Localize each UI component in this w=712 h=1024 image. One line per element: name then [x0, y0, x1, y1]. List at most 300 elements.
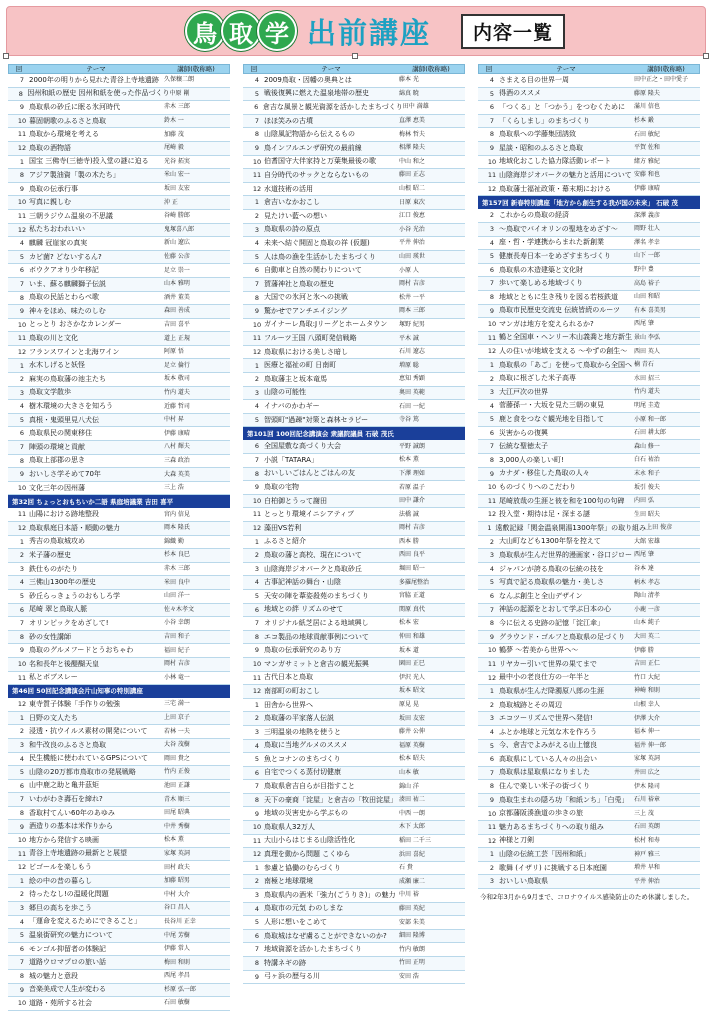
row-theme: 人は鳥の漁を生活かしたまちづくり	[264, 252, 376, 261]
table-row	[8, 902, 230, 916]
table-row	[478, 576, 700, 590]
row-theme: 鳥取県への学藤集団誘致	[499, 130, 576, 139]
row-number: 11	[252, 673, 262, 682]
row-lecturer: 岡村 吉彦	[399, 524, 425, 532]
table-row	[478, 644, 700, 658]
row-number: 7	[254, 945, 260, 954]
row-theme: 山陰の20万都市鳥取市の発展戦略	[29, 767, 136, 776]
row-lecturer: 佐藤 公彦	[164, 253, 190, 261]
row-lecturer: 増井 早和	[634, 864, 660, 872]
resize-handle-center[interactable]	[352, 53, 358, 59]
table-row	[8, 278, 230, 292]
row-number: 12	[17, 863, 27, 872]
row-lecturer: 長谷川 正幸	[164, 917, 196, 925]
table-row	[8, 536, 230, 550]
table-row	[8, 387, 230, 401]
table-row	[478, 318, 700, 332]
row-theme: 2000年の明りから見れた青谷上寺地遺跡	[29, 75, 159, 84]
table-row	[243, 454, 465, 468]
table-row	[478, 359, 700, 373]
row-number: 1	[19, 537, 25, 546]
row-number: 11	[252, 510, 262, 519]
row-number: 11	[487, 659, 497, 668]
table-row	[243, 400, 465, 414]
row-theme: 水道技術の活用	[264, 184, 313, 193]
row-number: 6	[254, 266, 260, 275]
row-number: 12	[252, 524, 262, 533]
row-theme: 遠敷記録「関金温泉開湯1300年祭」の取り組み	[495, 523, 647, 532]
table-row	[478, 169, 700, 183]
row-lecturer: 松本 昭夫	[399, 755, 425, 763]
row-number: 7	[489, 768, 495, 777]
row-lecturer: 稲田 二千三	[399, 836, 431, 844]
table-row	[478, 209, 700, 223]
row-number: 11	[17, 334, 27, 343]
row-number: 4	[19, 578, 25, 587]
table-row	[8, 142, 230, 156]
row-number: 9	[254, 972, 260, 981]
row-number: 5	[19, 415, 25, 424]
header-theme: テーマ	[556, 64, 576, 73]
header-lecturer: 講師(敬称略)	[412, 64, 450, 73]
row-theme: 神話の起源をとおして学ぶ日本の心	[499, 605, 611, 614]
row-theme: 道路・苑所する社会	[29, 998, 92, 1007]
row-lecturer: 中井 秀樹	[164, 822, 190, 830]
row-lecturer: 久保穰二朗	[164, 76, 195, 84]
table-row	[243, 332, 465, 346]
table-row	[478, 848, 700, 862]
row-theme: 人の住いが地域を支える ～やずの創生～	[499, 347, 628, 356]
row-lecturer: 足立 倫行	[164, 361, 190, 369]
row-theme: 真根・鬼頭里見八犬伝	[29, 415, 99, 424]
table-row	[8, 563, 230, 577]
row-number: 6	[19, 266, 25, 275]
table-row	[478, 332, 700, 346]
table-row	[243, 794, 465, 808]
row-lecturer: 藤田 正志	[399, 171, 425, 179]
row-number: 6	[489, 755, 495, 764]
row-theme: 伝統な聖徳太子	[499, 442, 548, 451]
row-theme: これからの鳥取の経済	[499, 211, 569, 220]
row-number: 8	[19, 293, 25, 302]
table-row	[243, 916, 465, 930]
row-theme: 鳥取の民話とわらべ歌	[29, 293, 99, 302]
row-lecturer: 陶山 清孝	[634, 592, 660, 600]
row-lecturer: 平賀 佐和	[634, 144, 660, 152]
row-theme: 山陰の可能性	[264, 388, 306, 397]
table-row	[478, 386, 700, 400]
row-theme: マンガサミットと倉吉の観光振興	[264, 659, 369, 668]
row-theme: 星談・昭和のふるさと鳥取	[499, 143, 583, 152]
row-lecturer: 加藤 茂	[164, 130, 184, 138]
row-lecturer: 坂引 俊夫	[634, 483, 660, 491]
table-row	[478, 563, 700, 577]
table-row	[8, 617, 230, 631]
table-row	[478, 726, 700, 740]
row-number: 2	[19, 727, 25, 736]
table-row	[478, 753, 700, 767]
row-number: 6	[489, 428, 495, 437]
row-theme: 尾崎放哉の生涯と彼を和を100句の句碑	[499, 496, 625, 505]
row-theme: 水木しげると妖怪	[29, 361, 85, 370]
table-row	[478, 440, 700, 454]
row-number: 9	[254, 307, 260, 316]
row-theme: 賀藩神社と鳥取の歴史	[264, 279, 334, 288]
row-lecturer: 伊木 隆司	[634, 782, 660, 790]
table-row	[243, 237, 465, 251]
row-number: 8	[489, 782, 495, 791]
row-number: 7	[19, 279, 25, 288]
row-lecturer: 若林 一夫	[164, 727, 190, 735]
table-row	[8, 820, 230, 834]
row-theme: 高取県にしている人々の出会い	[499, 754, 597, 763]
row-theme: 倉吉いなかおこし	[264, 198, 320, 207]
row-theme: 国宝 三佛寺(三徳寺)投入堂の謎に迫る	[29, 157, 149, 166]
row-lecturer: 福本 伸一	[634, 728, 660, 736]
row-theme: とっとり おさかなカレンダー	[29, 320, 122, 329]
row-number: 9	[19, 103, 25, 112]
row-theme: 温泉街研究の魅力について	[29, 931, 113, 940]
table-row	[243, 359, 465, 373]
row-number: 4	[254, 741, 260, 750]
row-number: 6	[254, 768, 260, 777]
table-row	[243, 115, 465, 129]
row-lecturer: 道上 正規	[164, 334, 190, 342]
row-lecturer: 三上 茂	[634, 809, 654, 817]
row-lecturer: 坂田 友宏	[164, 185, 190, 193]
table-row	[243, 468, 465, 482]
row-lecturer: 竹内 道夫	[164, 388, 190, 396]
row-theme: 「運命を変えるためにできること」	[29, 917, 141, 926]
row-lecturer: 伊藤 康晴	[634, 185, 660, 193]
row-theme: 鳥取藩士福祉政策・幕末期における	[499, 184, 611, 193]
row-theme: 藻田VS若利	[264, 523, 302, 532]
row-theme: 音楽美成で人生が変わる	[29, 985, 106, 994]
table-row	[478, 454, 700, 468]
row-theme: 和牛改良のふるさと鳥取	[29, 740, 106, 749]
row-theme: 自動車と自然の関わりについて	[264, 266, 362, 275]
row-number: 3	[254, 225, 260, 234]
row-theme: アジア製油資「製の木たち」	[29, 170, 120, 179]
row-theme: 私たちおわれいい	[29, 225, 85, 234]
row-number: 11	[487, 496, 497, 505]
row-number: 9	[489, 632, 495, 641]
row-theme: 鳥取文学散歩	[29, 388, 71, 397]
header-lecturer: 講師(敬称略)	[647, 64, 685, 73]
row-lecturer: 山根 昭二	[399, 185, 425, 193]
table-row	[243, 481, 465, 495]
row-theme: 住んで楽しい米子の街づくり	[499, 782, 590, 791]
row-theme: 鳥取のグルメフードとうおちゃわ	[29, 646, 134, 655]
row-theme: 鳥取生まれの隠ろ功「和紙ンち」「白兎」	[499, 795, 629, 804]
row-number: 7	[254, 456, 260, 465]
header-banner	[6, 6, 706, 56]
row-lecturer: 杉本 鍛	[634, 117, 654, 125]
row-lecturer: 澤名 孝幸	[634, 238, 660, 246]
row-lecturer: 森山 修一	[634, 442, 660, 450]
row-theme: 未来へ結ぐ開固と鳥取の祥 (仮題)	[264, 238, 370, 247]
row-number: 8	[18, 89, 23, 98]
row-theme: フランスワインと北海ワイン	[29, 347, 120, 356]
row-lecturer: 吉田 正仁	[634, 660, 660, 668]
row-lecturer: 田村 政夫	[164, 863, 190, 871]
row-number: 11	[252, 334, 262, 343]
row-theme: ふるさと紹介	[264, 537, 306, 546]
row-lecturer: 上田 俊彦	[646, 524, 673, 532]
column-2	[243, 64, 465, 984]
row-number: 2	[254, 714, 260, 723]
row-theme: 日野の文人たち	[29, 713, 78, 722]
row-lecturer: 藤本 光	[399, 76, 419, 84]
table-row	[478, 712, 700, 726]
row-theme: マンガは地方を変えられるか?	[499, 319, 594, 328]
table-row	[243, 440, 465, 454]
row-lecturer: 梅林 哲夫	[399, 130, 425, 138]
row-number: 7	[19, 795, 25, 804]
row-lecturer: 滿川 信也	[634, 103, 660, 111]
table-row	[243, 875, 465, 889]
table-row	[478, 767, 700, 781]
row-lecturer: 伊藤 康晴	[164, 429, 190, 437]
row-lecturer: 西尾 孝昌	[164, 972, 190, 980]
row-number: 3	[254, 727, 260, 736]
row-number: 4	[254, 402, 260, 411]
row-number: 10	[487, 157, 497, 166]
table-row	[478, 183, 700, 197]
row-lecturer: 石田 敏紀	[634, 130, 660, 138]
row-number: 12	[252, 184, 262, 193]
table-row	[8, 780, 230, 794]
row-theme: 地方から発信する映画	[29, 835, 99, 844]
column-header	[478, 64, 700, 74]
row-lecturer: 下澤 理如	[399, 469, 425, 477]
row-number: 2	[19, 375, 25, 384]
row-theme: 私とボブスレー	[29, 673, 78, 682]
table-row	[478, 780, 700, 794]
row-theme: 鳥取の酒物語	[29, 143, 71, 152]
row-lecturer: 岡田 貴之	[164, 754, 190, 762]
row-lecturer: 谷本 達	[634, 565, 654, 573]
row-theme: 小説「TATARA」	[264, 455, 318, 464]
resize-handle-left[interactable]	[3, 53, 9, 59]
row-lecturer: 石田 英朗	[634, 823, 660, 831]
row-theme: 医療と福祉の町 日南町	[264, 361, 337, 370]
row-theme: 三朝ラジウム温泉の不思議	[29, 211, 113, 220]
row-lecturer: 白石 祐治	[634, 456, 660, 464]
row-number: 8	[254, 632, 260, 641]
row-theme: 大国での氷河と氷への挑戦	[264, 293, 348, 302]
table-row	[478, 685, 700, 699]
row-number: 8	[254, 130, 260, 139]
row-number: 11	[252, 171, 262, 180]
table-row	[243, 292, 465, 306]
row-number: 1	[19, 157, 25, 166]
row-lecturer: 浜田 喜紀	[399, 850, 425, 858]
row-number: 1	[254, 537, 260, 546]
row-number: 3	[19, 564, 25, 573]
row-number: 4	[489, 76, 495, 85]
row-theme: 青谷上寺地遺跡の最新とと展望	[29, 849, 127, 858]
row-number: 4	[489, 238, 495, 247]
row-lecturer: 錦山 洋	[399, 782, 419, 790]
table-row	[8, 468, 230, 482]
table-row	[243, 753, 465, 767]
table-row	[243, 373, 465, 387]
row-number: 4	[254, 239, 260, 248]
row-theme: 山陰風記物語から伝えるもの	[264, 130, 355, 139]
table-row	[243, 387, 465, 401]
row-number: 6	[254, 442, 260, 451]
row-lecturer: 伊沢 光人	[399, 673, 425, 681]
row-theme: カビ菌? どないするん?	[29, 252, 102, 261]
table-row	[478, 115, 700, 129]
row-lecturer: 石田 一紀	[399, 402, 425, 410]
table-row	[243, 726, 465, 740]
row-lecturer: 三森 政治	[164, 456, 190, 464]
row-number: 11	[487, 171, 497, 180]
table-row	[478, 835, 700, 849]
table-row	[478, 631, 700, 645]
table-row	[8, 305, 230, 319]
row-theme: 弓ヶ浜の歴与る川	[264, 972, 320, 981]
table-row	[243, 210, 465, 224]
row-lecturer: 平井 伸治	[634, 877, 660, 885]
row-theme: エコツーリズムで世界へ発信!	[499, 714, 593, 723]
table-row	[8, 739, 230, 753]
row-number: 1	[19, 876, 25, 885]
row-theme: 大江戸次の世界	[499, 387, 548, 396]
row-theme: モンゴル抑留者の体験記	[29, 944, 106, 953]
row-number: 9	[19, 470, 25, 479]
table-row	[8, 455, 230, 469]
table-row	[243, 807, 465, 821]
row-theme: 鳥取藩主と坂本竜馬	[264, 374, 327, 383]
row-theme: 東寺質子体験「手作りの勉強	[29, 699, 120, 708]
table-row	[243, 604, 465, 618]
table-row	[478, 794, 700, 808]
row-lecturer: 三上 浩	[164, 484, 184, 492]
row-lecturer: 松本 薫	[164, 836, 184, 844]
table-row	[478, 413, 700, 427]
row-theme: 鳥取県の砂丘に眠る氷河時代	[29, 102, 120, 111]
row-lecturer: 水田 招三	[634, 374, 660, 382]
row-lecturer: 松村 和寿	[634, 836, 660, 844]
row-lecturer: 鈴木 一	[164, 117, 184, 125]
row-number: 10	[487, 320, 497, 329]
row-lecturer: 竹口 大紀	[634, 673, 660, 681]
row-theme: 待ったなし!の温暖化問題	[29, 890, 109, 899]
row-number: 8	[254, 469, 260, 478]
row-number: 9	[19, 646, 25, 655]
table-row	[8, 604, 230, 618]
row-lecturer: 坂田 友宏	[399, 714, 425, 722]
table-row	[8, 712, 230, 726]
row-theme: 鳥取市の元気 わのしまな	[264, 904, 344, 913]
row-theme: おいしいごはんとごはんの友	[264, 469, 355, 478]
table-row	[8, 929, 230, 943]
row-theme: 樹木環境の大きさを知ろう	[29, 402, 113, 411]
table-row	[8, 807, 230, 821]
row-theme: 健康長寿日本一をめざすまちづくり	[499, 251, 611, 260]
row-lecturer: 山本 雅明	[164, 280, 190, 288]
row-theme: 鳥取県人32万人	[264, 822, 315, 831]
table-row	[243, 196, 465, 210]
row-lecturer: 福井 伸一郎	[634, 741, 666, 749]
row-number: 2	[489, 700, 495, 709]
row-number: 4	[254, 578, 260, 587]
table-row	[8, 224, 230, 238]
row-theme: 城の魅力と意段	[29, 971, 78, 980]
row-lecturer: 中原 剛	[169, 89, 190, 97]
table-row	[478, 223, 700, 237]
row-number: 8	[254, 293, 260, 302]
table-row	[8, 658, 230, 672]
row-lecturer: 塚野 紀男	[399, 320, 425, 328]
row-number: 3	[19, 740, 25, 749]
row-theme: 南部町の町おこし	[264, 686, 320, 695]
table-row	[8, 943, 230, 957]
row-theme: 真理を動から問題 こくゆら	[264, 850, 351, 859]
row-lecturer: 小原 人	[399, 266, 419, 274]
header-theme: テーマ	[86, 64, 106, 73]
row-theme: 麻実の鳥取藩の池主たち	[29, 374, 106, 383]
row-theme: 地域資源を活かしたまちづくり	[264, 945, 362, 954]
table-row	[243, 740, 465, 754]
row-lecturer: 西尾 肇	[634, 320, 654, 328]
row-theme: ガイナーレ鳥取:Jリーグとホームタウン	[264, 320, 388, 329]
table-row	[478, 291, 700, 305]
row-number: 9	[489, 469, 495, 478]
row-lecturer: 錦織 勤	[164, 537, 184, 545]
header-lecturer: 講師(敬称略)	[177, 64, 215, 73]
table-row	[478, 142, 700, 156]
row-lecturer: 田中 満雄	[402, 103, 429, 111]
table-row	[8, 970, 230, 984]
row-lecturer: 安田 浩	[399, 972, 419, 980]
resize-handle-right[interactable]	[703, 53, 709, 59]
row-number: 11	[17, 211, 27, 220]
table-row	[8, 237, 230, 251]
logo-char-2: 取	[221, 11, 261, 51]
row-lecturer: 奥田 英範	[399, 388, 425, 396]
row-lecturer: 神戸 雅三	[634, 850, 660, 858]
table-row	[8, 373, 230, 387]
row-theme: 絵の中の昔の暮らし	[29, 876, 92, 885]
row-theme: 鳥取県が生んだ世界的漫画家・谷口ジロー	[499, 550, 632, 559]
table-row	[243, 658, 465, 672]
row-theme: 大山小らはじまる山陰活性化	[264, 836, 355, 845]
closure-note: 今和2年3月から9月まで、コロナウイルス感染防止のため休講しました。	[480, 893, 694, 902]
row-lecturer: 小林 竜一	[164, 673, 190, 681]
row-lecturer: 小鹿 一彦	[634, 605, 660, 613]
table-row	[243, 495, 465, 509]
row-lecturer: 新山 遼広	[164, 239, 190, 247]
row-lecturer: 園田 正巳	[399, 660, 425, 668]
table-row	[8, 156, 230, 170]
row-lecturer: 小谷 光治	[399, 225, 425, 233]
table-row	[243, 780, 465, 794]
row-number: 5	[489, 578, 495, 587]
row-number: 4	[19, 239, 25, 248]
row-number: 2	[489, 374, 495, 383]
table-row	[8, 115, 230, 129]
table-row	[243, 414, 465, 428]
row-theme: 天安の陣を葦姿殺苑のまちづくり	[264, 591, 369, 600]
row-number: 12	[252, 850, 262, 859]
row-lecturer: 井田 広之	[634, 768, 660, 776]
row-theme: ビゴールを楽しもう	[29, 863, 92, 872]
special-lecture-banner: 第46回 50回記念講演会片山知事の特別講座	[8, 685, 230, 698]
